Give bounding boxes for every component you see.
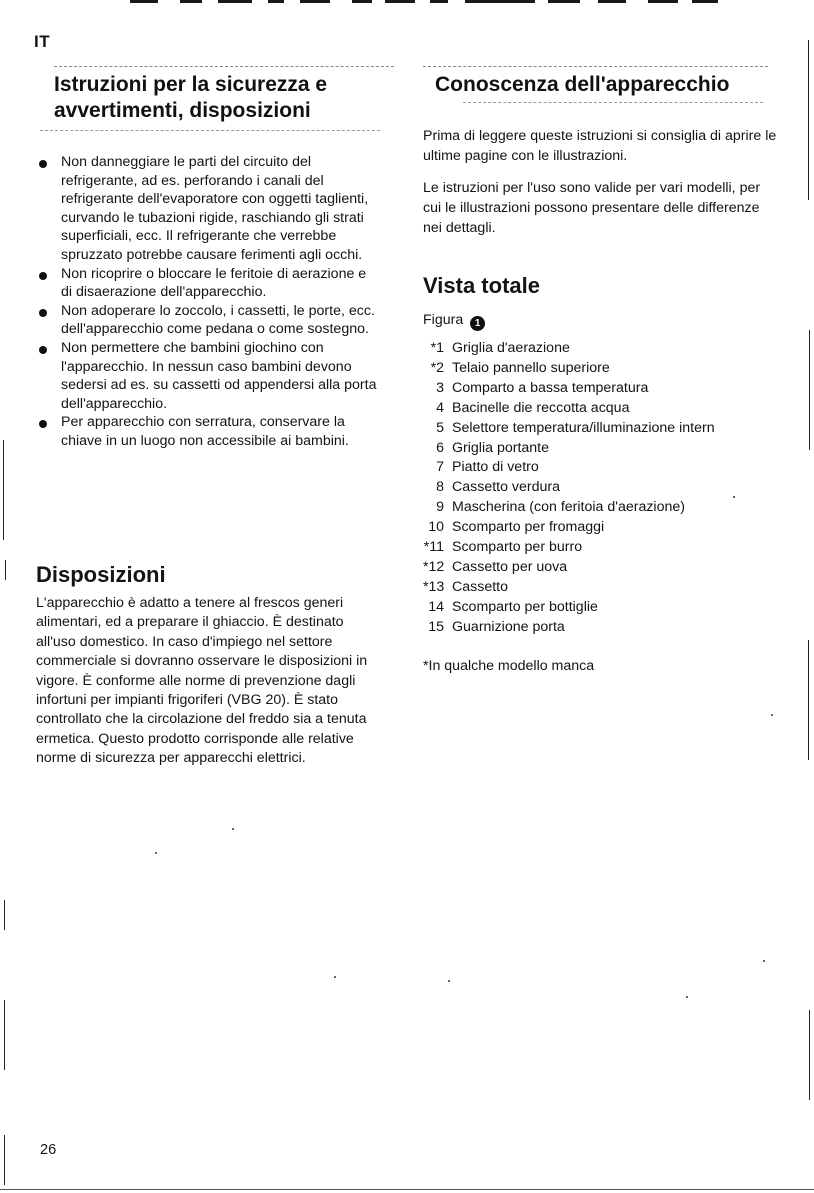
list-item: 4 Bacinelle die reccotta acqua — [436, 399, 630, 416]
bullet-icon — [39, 346, 47, 354]
scan-edge-mark — [4, 900, 5, 930]
safety-heading: Istruzioni per la sicurezza e avvertimenti, disposizioni — [54, 73, 328, 122]
footnote: *In qualche modello manca — [423, 658, 595, 674]
list-item: *2 Telaio pannello superiore — [430, 359, 610, 376]
list-item: 6 Griglia portante — [436, 439, 549, 456]
safety-rules-list — [36, 153, 381, 451]
list-item: Non permettere che bambini giochino con l'apparecchio. In nessun caso bambini devono sedersi ad es. su cassetti od appendersi alla porta dell'apparecchio. — [36, 339, 381, 413]
language-label: IT — [34, 32, 51, 51]
vista-totale-heading: Vista totale — [423, 273, 540, 298]
bottom-edge-line — [0, 1189, 814, 1190]
list-item: 8 Cassetto verdura — [436, 479, 561, 496]
appliance-heading: Conoscenza dell'apparecchio — [435, 73, 730, 96]
list-item: *13 Cassetto — [423, 578, 508, 595]
page-number: 26 — [40, 1142, 57, 1158]
scan-edge-mark — [809, 330, 810, 450]
list-item: Non adoperare lo zoccolo, i cassetti, le porte, ecc. dell'apparecchio come pedana o come sostegno. — [36, 302, 381, 339]
bullet-icon — [39, 420, 47, 428]
scan-edge-mark — [4, 1135, 5, 1185]
models-paragraph: Le istruzioni per l'uso sono valide per vari modelli, per cui le illustrazioni possono presentare delle differenze nei dettagli. — [423, 180, 761, 236]
figure-reference: Figura 1 — [423, 310, 485, 331]
scan-edge-mark — [808, 40, 809, 200]
scan-edge-mark — [5, 560, 6, 580]
bullet-icon — [39, 272, 47, 280]
bullet-icon — [39, 309, 47, 317]
list-item: Per apparecchio con serratura, conservare la chiave in un luogo non accessibile ai bambini. — [36, 413, 381, 450]
parts-list — [423, 339, 783, 638]
scan-edge-mark — [809, 1010, 810, 1100]
list-item: 14 Scomparto per bottiglie — [428, 598, 598, 615]
top-edge-marks — [0, 0, 814, 6]
list-item: *12 Cassetto per uova — [423, 558, 568, 575]
disposizioni-heading: Disposizioni — [36, 562, 166, 587]
list-item: 3 Comparto a bassa temperatura — [436, 379, 649, 396]
intro-paragraph: Prima di leggere queste istruzioni si consiglia di aprire le ultime pagine con le illustrazioni. — [423, 128, 777, 164]
list-item: 10 Scomparto per fromaggi — [428, 519, 605, 536]
list-item: Non ricoprire o bloccare le feritoie di aerazione e di disaerazione dell'apparecchio. — [36, 265, 381, 302]
disposizioni-text: L'apparecchio è adatto a tenere al frescos generi alimentari, ed a preparare il ghiaccio. È destinato all'uso domestico. In caso d'impiego nel settore commerciale si dovranno osservare le disposizioni in vigore. È conforme alle norme di prevenzione dagli infortuni per impianti frigoriferi (VBG 20). È stato controllato che la circolazione del freddo sia a tenuta ermetica. Questo prodotto corrisponde alle relative norme di sicurezza per apparecchi elettrici. — [36, 595, 368, 767]
bullet-icon — [39, 160, 47, 168]
figure-number-badge: 1 — [470, 316, 485, 331]
list-item: 5 Selettore temperatura/illuminazione intern — [436, 419, 715, 436]
scan-edge-mark — [3, 440, 4, 540]
list-item: *1 Griglia d'aerazione — [430, 340, 570, 356]
list-item: Non danneggiare le parti del circuito del refrigerante, ad es. perforando i canali del refrigerante dell'evaporatore con oggetti taglienti, curvando le tubazioni rigide, raschiando gli strati superficiali, ecc. Il refrigerante che verrebbe spruzzato potrebbe causare ferimenti agli occhi. — [36, 153, 381, 265]
list-item: 7 Piatto di vetro — [436, 459, 539, 476]
list-item: 15 Guarnizione porta — [428, 618, 565, 635]
list-item: *11 Scomparto per burro — [423, 539, 583, 556]
scan-edge-mark — [4, 1000, 5, 1070]
scan-edge-mark — [808, 640, 809, 760]
list-item: 9 Mascherina (con feritoia d'aerazione) — [436, 499, 685, 516]
